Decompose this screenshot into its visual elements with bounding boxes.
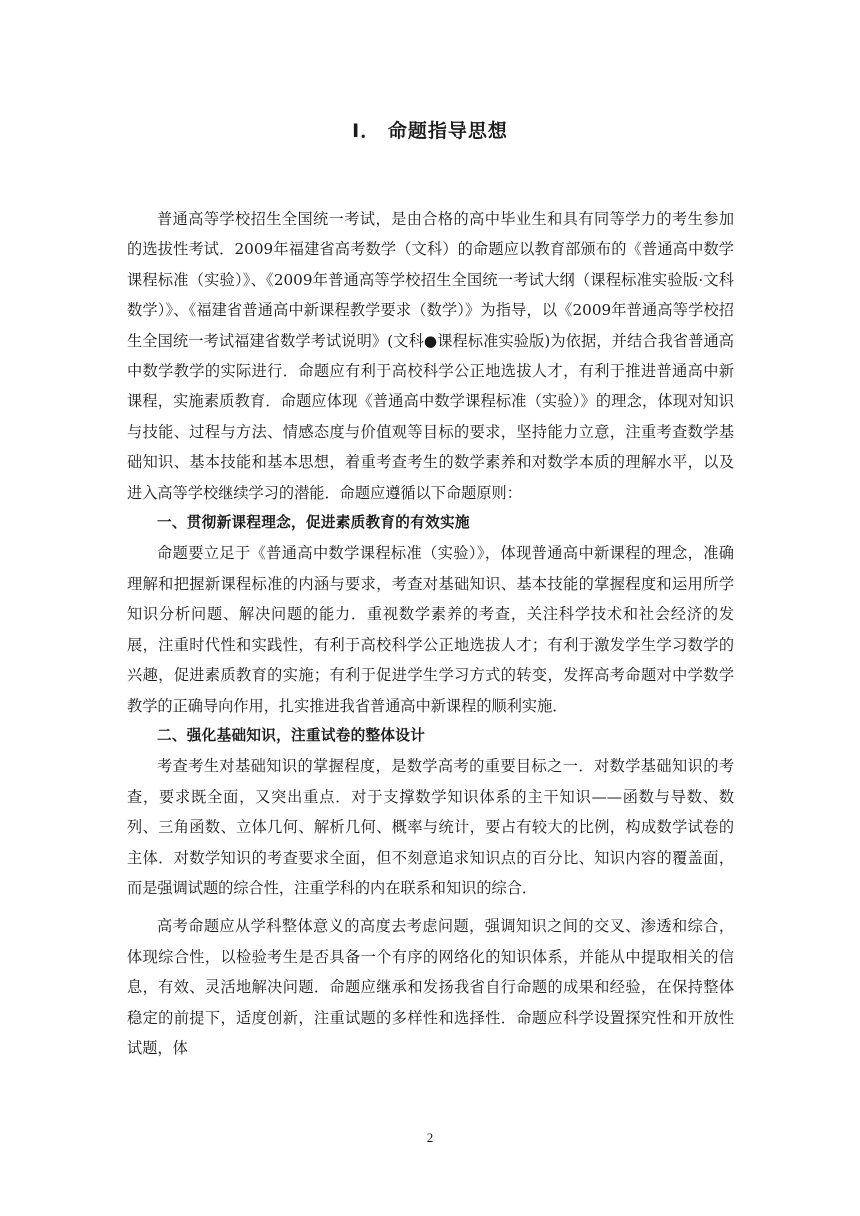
page-number: 2 <box>426 1130 434 1145</box>
section-heading: 二、强化基础知识，注重试卷的整体设计 <box>157 726 426 744</box>
body-paragraph: 命题要立足于《普通高中数学课程标准（实验）》，体现普通高中新课程的理念，准确理解和把握新课程标准的内涵与要求，考查对基础知识、基本技能的掌握程度和运用所学知识分析问题、解决问题的能力．重视数学素养的考查，关注科学技术和社会经济的发展，注重时代性和实践性，有利于高校科学公正地选拔人才；有利于激发学生学习数学的兴趣，促进素质教育的实施；有利于促进学生学习方式的转变，发挥高考命题对中学数学教学的正确导向作用，扎实推进我省普通高中新课程的顺利实施． <box>127 544 734 715</box>
document-body <box>127 204 734 1063</box>
body-paragraph: 普通高等学校招生全国统一考试，是由合格的高中毕业生和具有同等学力的考生参加的选拔性考试．2009年福建省高考数学（文科）的命题应以教育部颁布的《普通高中数学课程标准（实验）》、《2009年普通高等学校招生全国统一考试大纲（课程标准实验版·文科数学）》、《福建省普通高中新课程教学要求（数学）》为指导，以《2009年普通高等学校招生全国统一考试福建省数学考试说明》(文科●课程标准实验版)为依据，并结合我省普通高中数学教学的实际进行．命题应有利于高校科学公正地选拔人才，有利于推进普通高中新课程，实施素质教育．命题应体现《普通高中数学课程标准（实验）》的理念，体现对知识与技能、过程与方法、情感态度与价值观等目标的要求，坚持能力立意，注重考查数学基础知识、基本技能和基本思想，着重考查考生的数学素养和对数学本质的理解水平，以及进入高等学校继续学习的潜能．命题应遵循以下命题原则： <box>127 210 734 502</box>
body-paragraph: 考查考生对基础知识的掌握程度，是数学高考的重要目标之一．对数学基础知识的考查，要求既全面，又突出重点．对于支撑数学知识体系的主干知识——函数与导数、数列、三角函数、立体几何、解析几何、概率与统计，要占有较大的比例，构成数学试卷的主体．对数学知识的考查要求全面，但不刻意追求知识点的百分比、知识内容的覆盖面，而是强调试题的综合性，注重学科的内在联系和知识的综合． <box>127 757 734 897</box>
body-paragraph: 高考命题应从学科整体意义的高度去考虑问题，强调知识之间的交叉、渗透和综合，体现综合性，以检验考生是否具备一个有序的网络化的知识体系，并能从中提取相关的信息，有效、灵活地解决问题．命题应继承和发扬我省自行命题的成果和经验，在保持整体稳定的前提下，适度创新，注重试题的多样性和选择性．命题应科学设置探究性和开放性试题，体 <box>127 917 734 1057</box>
page-title: Ⅰ． 命题指导思想 <box>352 120 508 142</box>
section-heading: 一、贯彻新课程理念，促进素质教育的有效实施 <box>157 514 470 532</box>
